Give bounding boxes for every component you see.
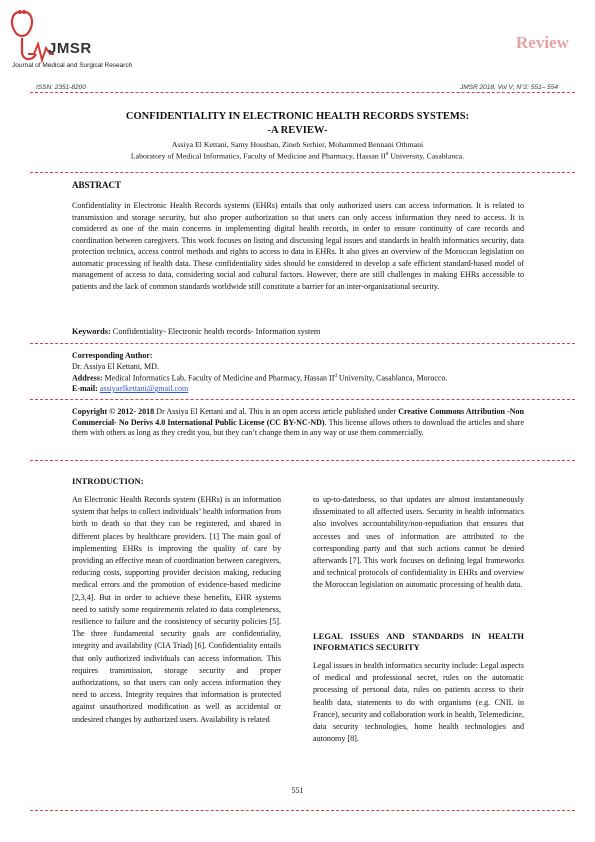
legal-heading: LEGAL ISSUES AND STANDARDS IN HEALTH INFORMATICS SECURITY <box>313 631 524 652</box>
intro-column-1: An Electronic Health Records system (EHRs) is an information system that helps to collect individuals’ health information from birth to death so that they can be registered, and shared in different places by healthcare providers. [1] The main goal of implementing EHRs is improving the quality of care by providing an effective mean of coordination between caregivers, reducing costs, supporting provider decision making, reducing medical errors and the promotion of evidence-based medicine [2,3,4]. But in order to achieve these benefits, EHR systems need to satisfy some requirements related to data completeness, resilience to failure and the consistency of security policies [5]. The three fundamental security goals are confidentiality, integrity and availability (CIA Triad) [6]. Confidentiality entails that only authorized individuals can access information. This requires transmission, storage security and proper authorizations, so that users can only access information they need to access. Integrity requires that information is protected against unauthorized modification as well as accidental or undesired changes by authorized users. Availability is related <box>72 495 281 724</box>
section-rule <box>30 172 575 173</box>
stethoscope-icon <box>12 12 32 36</box>
intro-column-2: to up-to-datedness, so that updates are almost instantaneously disseminated to all affected users. Security in health informatics also involves accountability/non-repudiation that ensures that accesses and uses of information are attributed to the corresponding party and that such actions cannot be denied afterwards [7]. This work focuses on defining legal frameworks and technical protocols of confidentiality in EHRs and overview the Moroccan legislation on automatic processing of health data. <box>313 495 524 590</box>
section-rule <box>30 460 575 461</box>
article-type: Review <box>516 33 569 52</box>
journal-name: Journal of Medical and Surgical Research <box>12 62 133 69</box>
section-rule <box>30 343 575 344</box>
email-link[interactable]: assiyaelkettani@gmail.com <box>99 384 189 394</box>
legal-text: Legal issues in health informatics security include: Legal aspects of medical and professional secret, rules on the automatic processing of personal data, rules on patients access to their health data, statements to do with organisms (e.g. CNIL in France), security and collaboration work in health, Telemedicine, data security technologies, home health technologies and autonomy [8]. <box>313 661 524 744</box>
corresponding-author-block: Corresponding Author: Dr. Assiya El Kettani, MD. Address: Medical Informatics Lab, Faculty of Medicine and Pharmacy, Hassan $II^d$ University, Casablanca, Morocco. E-mail: assiyaelkettani@gmail.com <box>72 351 524 395</box>
title-line-2: -A REVIEW- <box>267 125 328 136</box>
affiliation: Laboratory of Medical Informatics, Faculty of Medicine and Pharmacy, Hassan $II^d$ University, Casablanca. <box>130 151 465 161</box>
copyright-notice: Copyright © 2012- 2018 Dr Assiya El Kettani and al. This is an open access article published under Creative Commons Attribution -Non Commercial- No Derivs 4.0 International Public License (CC BY-NC-ND). This license allows others to download the articles and share them with others as long as they credit you, but they can’t change them in any way or use them commercially. <box>72 407 524 437</box>
journal-abbrev: JMSR <box>48 40 92 57</box>
abstract-heading: ABSTRACT <box>72 180 122 190</box>
header-rule <box>30 92 575 93</box>
page-number: 551 <box>291 786 304 795</box>
citation: JMSR 2018, Vol V; N°2: 551– 554 <box>460 84 558 91</box>
intro-heading: INTRODUCTION: <box>72 476 144 486</box>
corresponding-heading: Corresponding Author: <box>72 351 153 360</box>
author-list: Assiya El Kettani, Samy Housban, Zineb Serhier, Mohammed Bennani Othmani <box>171 140 424 149</box>
abstract-text: Confidentiality in Electronic Health Records systems (EHRs) entails that only authorized users can access information. It is related to transmission and storage security, but also proper authorization so that users can only access information they need to access. It is considered as one of the main concerns in implementing digital health records, in order to ensure continuity of care records and coordination between caregivers. This work focuses on listing and discussing legal issues and standards in health informatics security, data protection technics, access control methods and rights to access to data in EHRs. It also gives an overview of the Moroccan legislation on automatic processing of health data. These confidentiality sides should be considered to develop a safe efficient standard-based model of management of access to data, considering social and cultural factors. However, there are still challenges in making EHRs accessible to patients and the lack of common standards worldwide still constitute a barrier for an inter-organizational security. <box>72 201 524 291</box>
issn: ISSN: 2351-8200 <box>36 84 86 91</box>
corresponding-address: Address: Medical Informatics Lab, Faculty of Medicine and Pharmacy, Hassan $II^d$ University, Casablanca, Morocco. <box>72 373 448 383</box>
footer-rule <box>30 810 575 811</box>
section-rule <box>30 399 575 400</box>
keywords: Keywords: Confidentiality- Electronic health records- Information system <box>72 327 321 336</box>
title-line-1: CONFIDENTIALITY IN ELECTRONIC HEALTH RECORDS SYSTEMS: <box>125 111 470 122</box>
corresponding-name: Dr. Assiya El Kettani, MD. <box>72 361 159 371</box>
article-title <box>60 110 535 138</box>
